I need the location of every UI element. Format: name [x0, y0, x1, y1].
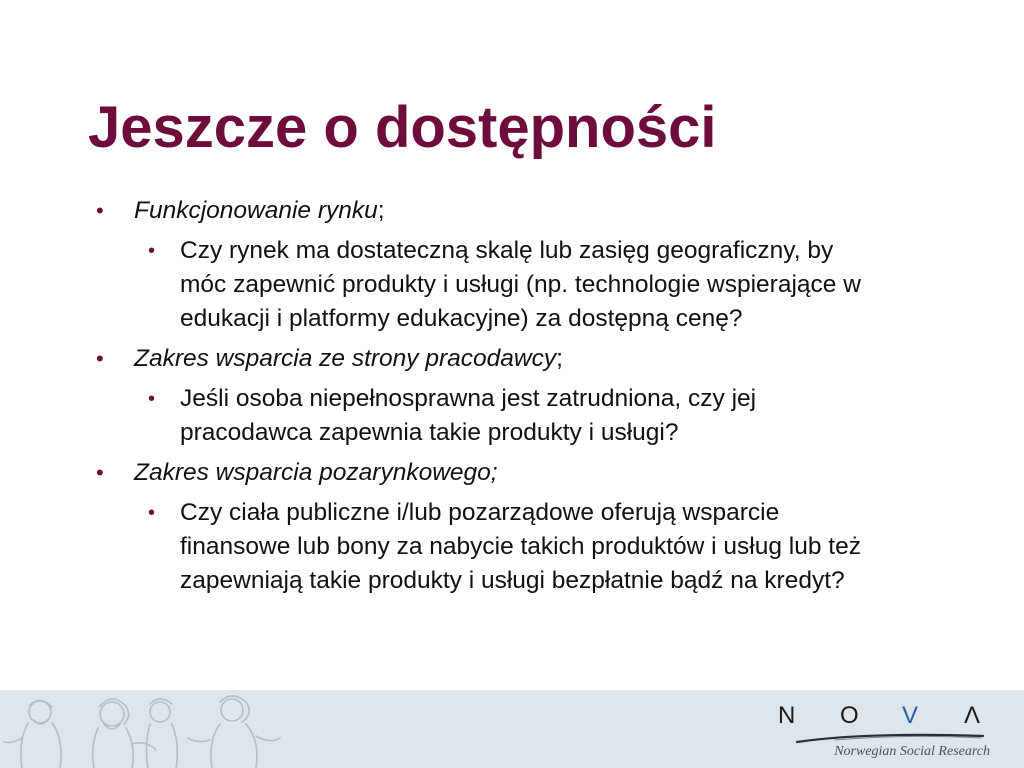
- sub-bullet-item: [96, 382, 880, 450]
- sub-bullet-icon: •: [148, 240, 156, 262]
- sub-bullet-text: Jeśli osoba niepełnosprawna jest zatrudniona, czy jej pracodawca zapewnia takie produkty i usługi?: [180, 385, 757, 446]
- bullet-item-employer: [96, 342, 976, 376]
- sub-bullet-text: Czy rynek ma dostateczną skalę lub zasięg geograficzny, by móc zapewnić produkty i usługi (np. technologie wspierające w edukacji i platformy edukacyjne) za dostępną cenę?: [180, 237, 861, 332]
- sub-bullet-item: [96, 496, 880, 598]
- sub-bullet-icon: •: [148, 388, 156, 410]
- nova-logo-icon: [770, 702, 1010, 764]
- bullet-text: [134, 197, 385, 224]
- logo-letter: Λ: [964, 702, 981, 729]
- bullet-suffix: ;: [377, 197, 385, 224]
- logo-letters: [778, 702, 1024, 730]
- bullet-label: Zakres wsparcia pozarynkowego;: [134, 459, 498, 486]
- slide-title: Jeszcze o dostępności: [88, 95, 717, 160]
- sub-bullet-item: [96, 234, 880, 336]
- bullet-list: [96, 194, 976, 604]
- figures-sketch-icon: [0, 690, 290, 768]
- bullet-text: [134, 459, 498, 486]
- logo-letter: V: [902, 702, 919, 729]
- bullet-icon: •: [96, 198, 104, 223]
- bullet-text: [134, 345, 563, 372]
- sub-bullet-icon: •: [148, 502, 156, 524]
- bullet-item-market: [96, 194, 976, 228]
- logo-letter: O: [840, 702, 859, 729]
- bullet-label: Zakres wsparcia ze strony pracodawcy: [134, 345, 557, 372]
- sub-bullet-text: Czy ciała publiczne i/lub pozarządowe oferują wsparcie finansowe lub bony za nabycie takich produktów i usług lub też zapewniają takie produkty i usługi bezpłatnie bądź na kredyt?: [180, 499, 861, 594]
- bullet-label: Funkcjonowanie rynku: [134, 197, 378, 224]
- bullet-suffix: ;: [556, 345, 563, 372]
- logo-subtitle: Norwegian Social Research: [834, 744, 990, 759]
- footer-band: [0, 690, 1024, 768]
- logo-letter: N: [778, 702, 796, 729]
- bullet-item-nonmarket: [96, 456, 976, 490]
- bullet-icon: •: [96, 346, 104, 371]
- bullet-icon: •: [96, 460, 104, 485]
